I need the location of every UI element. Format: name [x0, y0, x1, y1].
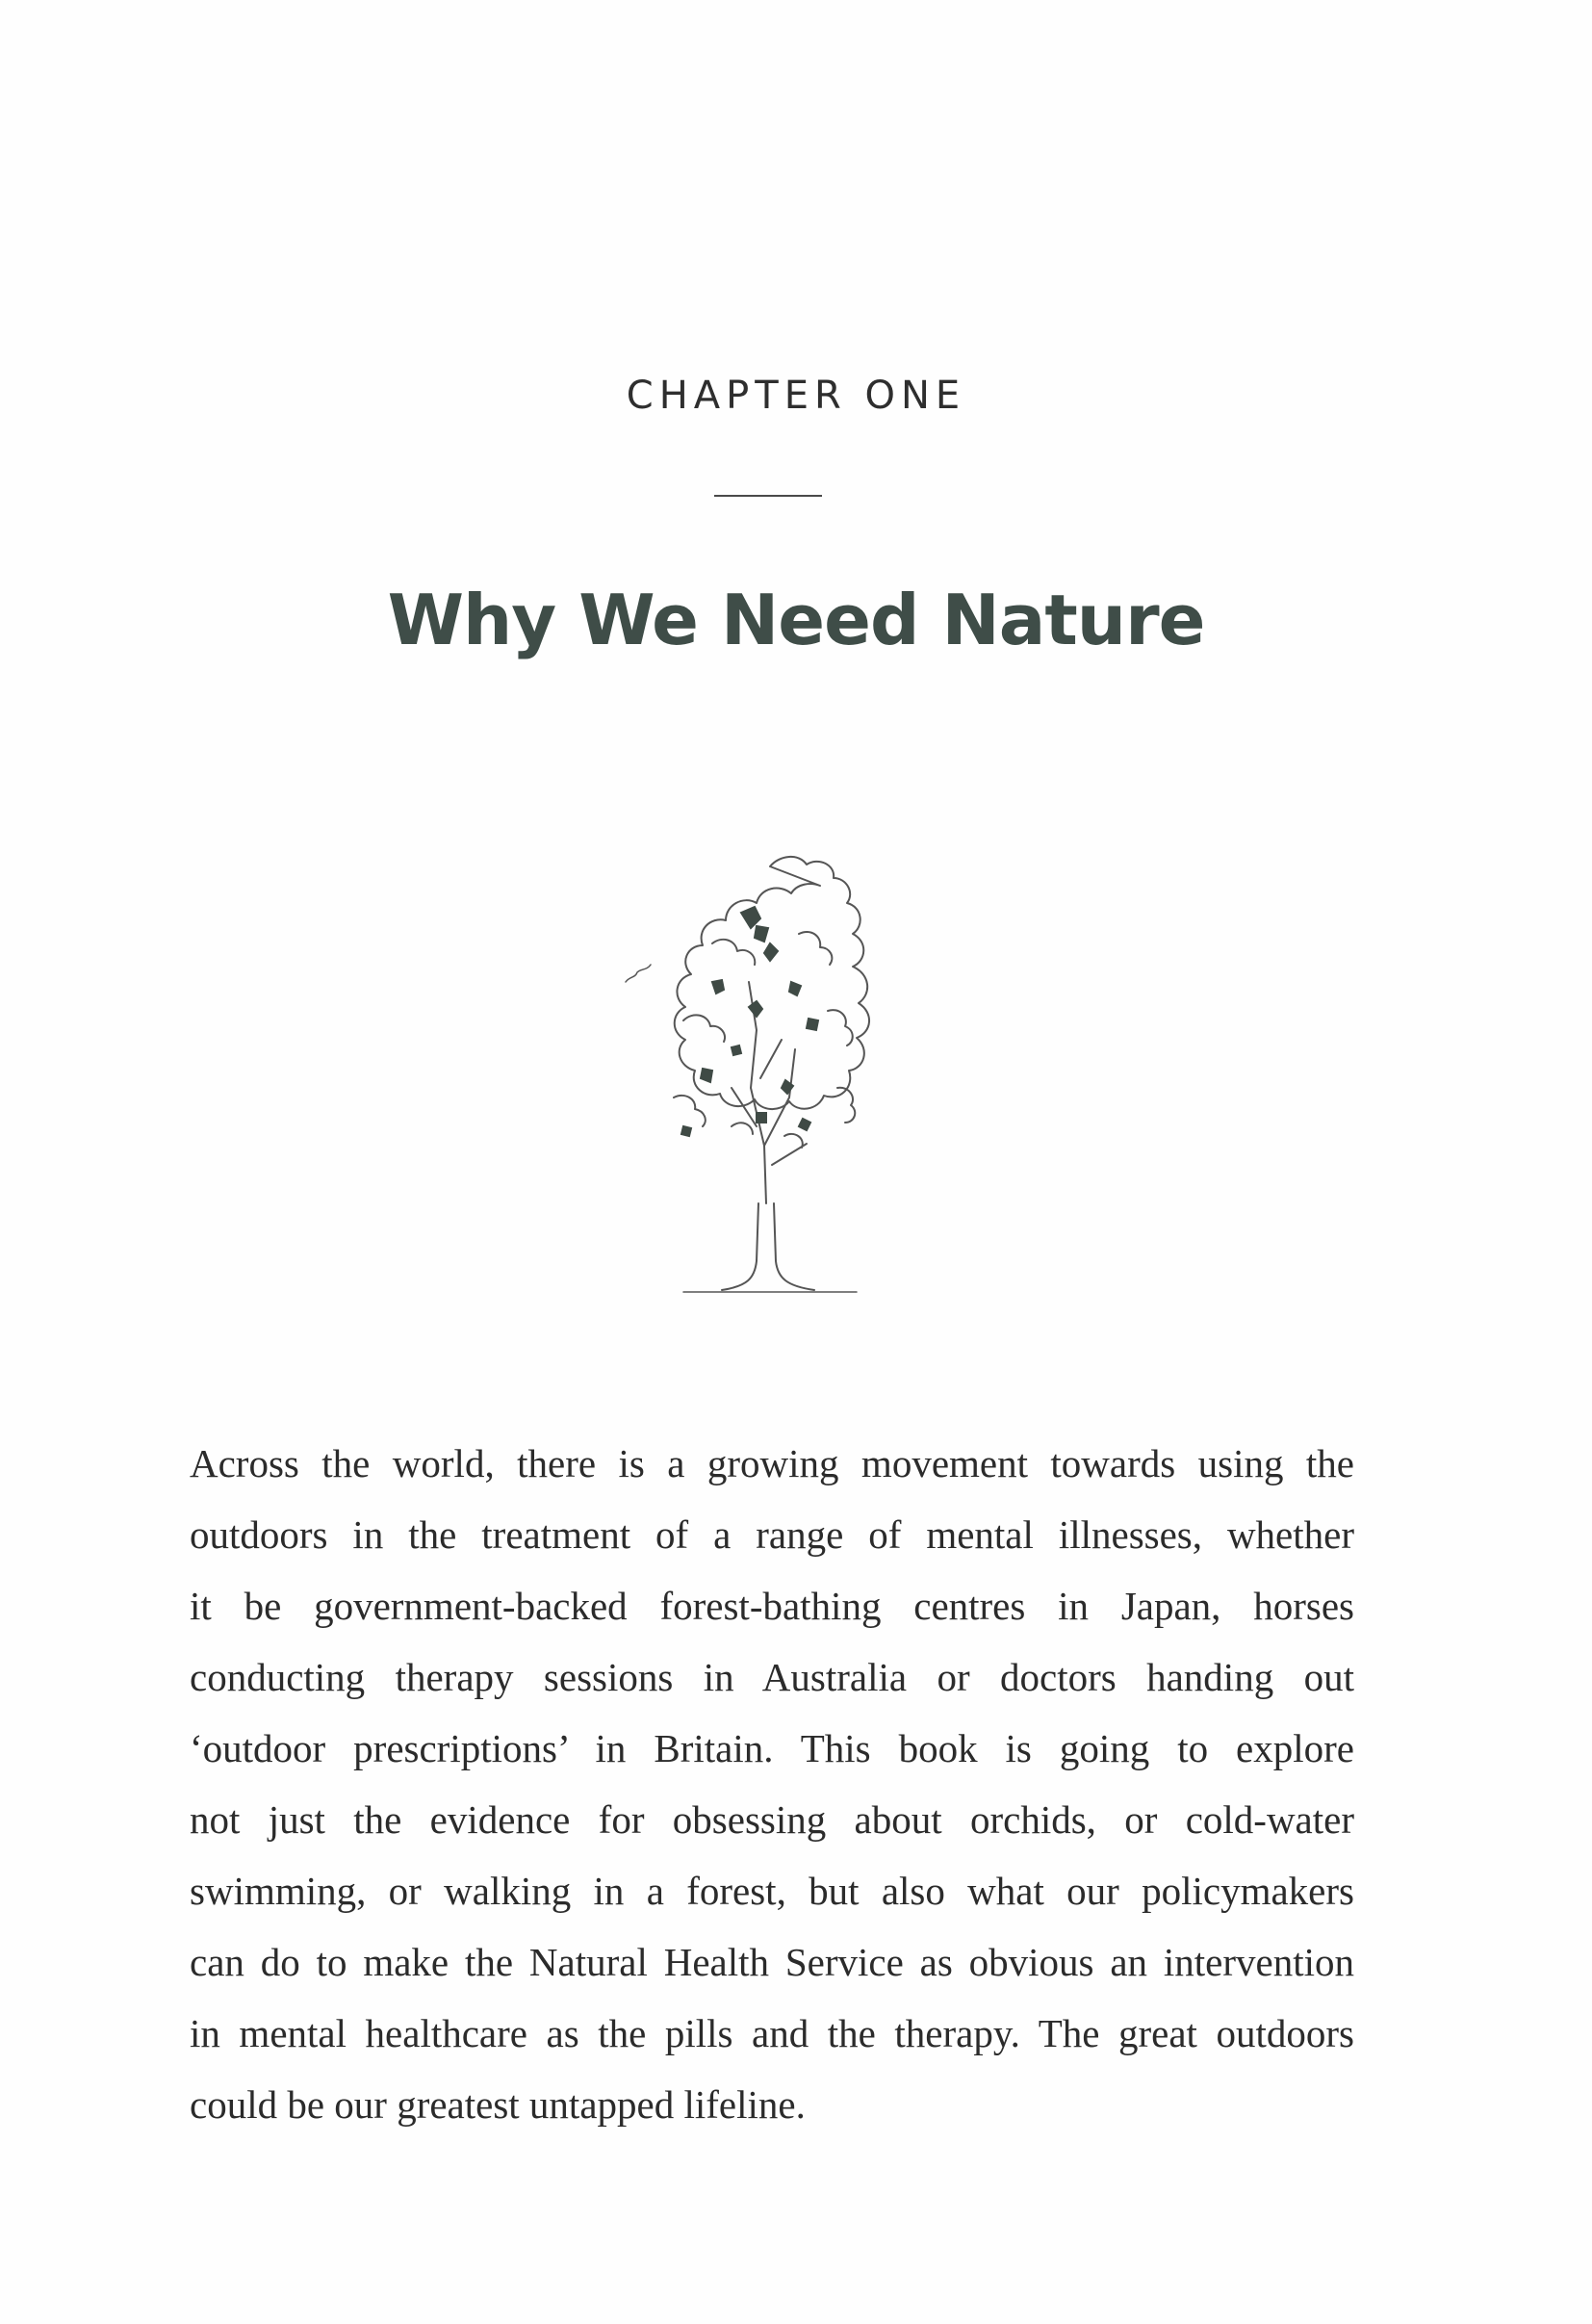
body-line: swimming, or walking in a forest, but also what our policymakers [190, 1869, 1354, 1913]
body-paragraph [190, 1428, 1354, 2140]
body-line: Across the world, there is a growing movement towards using the [190, 1441, 1354, 1485]
chapter-label: CHAPTER ONE [626, 374, 966, 418]
body-line: in mental healthcare as the pills and the therapy. The great outdoors [190, 2011, 1354, 2055]
chapter-divider [714, 495, 822, 497]
chapter-title: Why We Need Nature [387, 580, 1205, 660]
tree-trunk [722, 1203, 758, 1290]
body-line: could be our greatest untapped lifeline. [190, 2082, 806, 2127]
body-line: not just the evidence for obsessing about orchids, or cold-water [190, 1797, 1354, 1842]
body-line: conducting therapy sessions in Australia or doctors handing out [190, 1655, 1354, 1699]
body-line: ‘outdoor prescriptions’ in Britain. This book is going to explore [190, 1726, 1354, 1770]
body-line: outdoors in the treatment of a range of mental illnesses, whether [190, 1512, 1354, 1557]
body-line: it be government-backed forest-bathing centres in Japan, horses [190, 1584, 1354, 1628]
body-line: can do to make the Natural Health Service as obvious an intervention [190, 1940, 1354, 1984]
tree-illustration-icon [568, 838, 972, 1309]
